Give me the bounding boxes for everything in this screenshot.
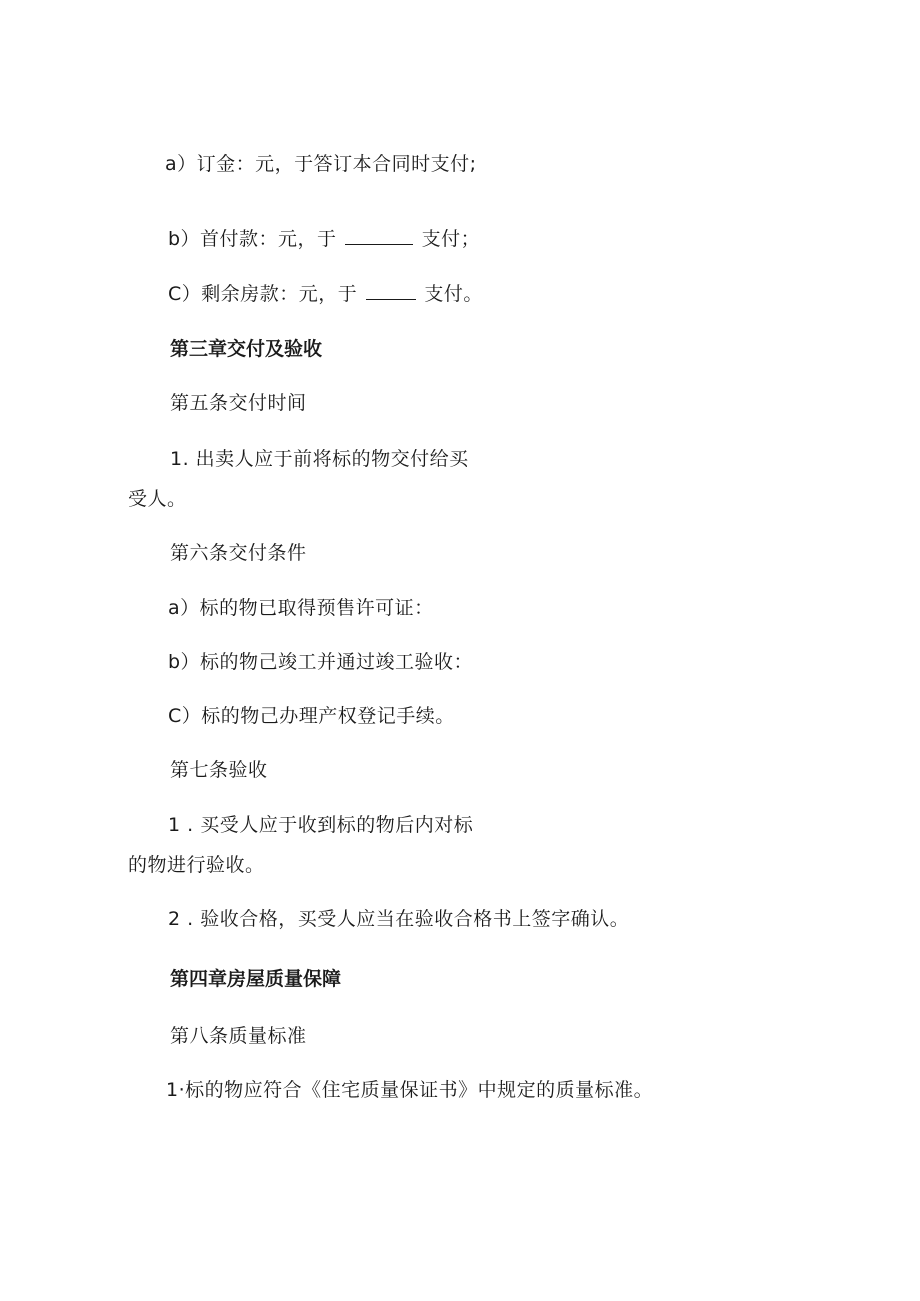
article-6-item-a: a）标的物已取得预售许可证： <box>168 597 434 619</box>
payment-item-c-suffix: 支付。 <box>424 283 483 305</box>
payment-item-a-text: a）订金：元，于答订本合同时支付; <box>165 153 477 175</box>
article-6-title: 第六条交付条件 <box>170 542 307 564</box>
article-6-item-c: C）标的物己办理产权登记手续。 <box>168 705 455 727</box>
payment-item-c-label: C）剩余房款：元，于 <box>168 283 358 305</box>
payment-item-b-label: b）首付款：元，于 <box>168 228 337 250</box>
article-5-item-1-continuation: 受人。 <box>128 488 187 510</box>
payment-item-a <box>165 152 477 176</box>
article-8-item-1: 1·标的物应符合《住宅质量保证书》中规定的质量标准。 <box>166 1079 654 1101</box>
payment-item-b-suffix: 支付； <box>421 228 481 250</box>
article-6-item-b: b）标的物己竣工并通过竣工验收： <box>168 651 474 673</box>
article-7-item-1-continuation: 的物进行验收。 <box>128 854 265 876</box>
article-8-title: 第八条质量标准 <box>170 1025 307 1047</box>
chapter-4-heading: 第四章房屋质量保障 <box>170 968 342 990</box>
payment-item-b-blank <box>345 226 413 245</box>
article-7-item-1: 1 . 买受人应于收到标的物后内对标 <box>168 814 474 836</box>
chapter-3-heading: 第三章交付及验收 <box>170 338 323 360</box>
article-7-title: 第七条验收 <box>170 759 268 781</box>
payment-item-c-blank <box>366 281 416 300</box>
payment-item-b <box>168 226 480 251</box>
article-5-item-1: 1. 出卖人应于前将标的物交付给买 <box>170 448 469 470</box>
payment-item-c <box>168 281 483 306</box>
article-5-title: 第五条交付时间 <box>170 392 307 414</box>
article-7-item-2: 2 . 验收合格，买受人应当在验收合格书上签字确认。 <box>168 908 630 930</box>
